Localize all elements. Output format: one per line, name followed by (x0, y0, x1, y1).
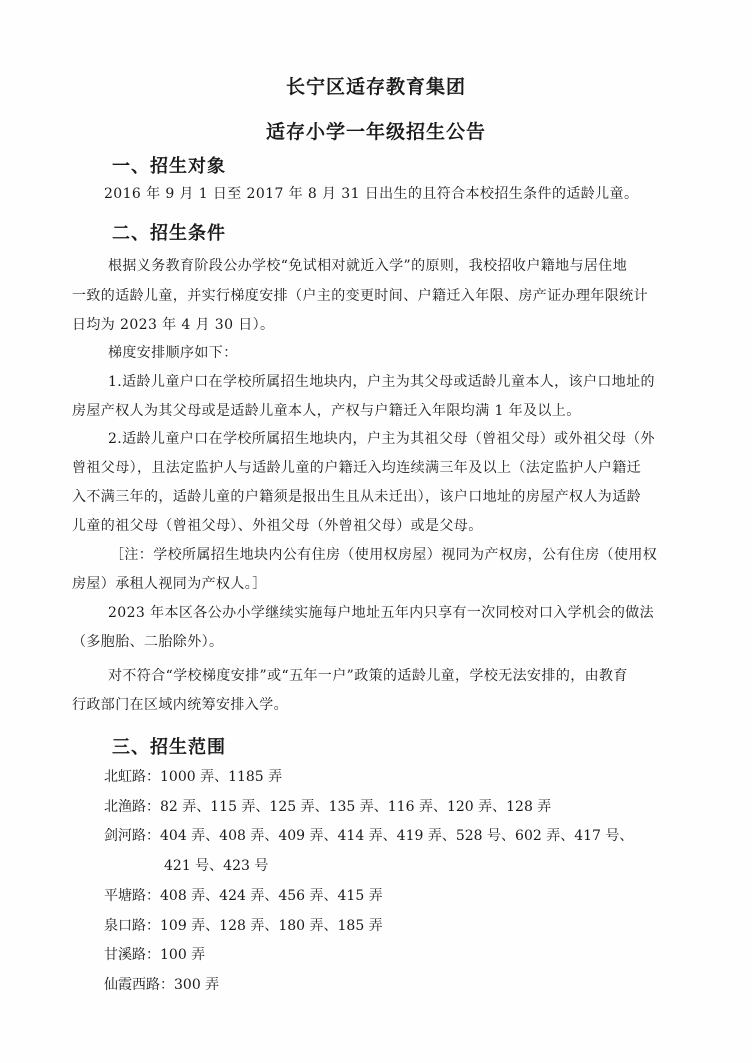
scope-row (104, 945, 205, 965)
section-heading-recruitment-conditions: 二、招生条件 (112, 223, 226, 244)
address-range: 100 弄 (160, 947, 206, 963)
paragraph-line: 日均为 2023 年 4 月 30 日）。 (72, 317, 275, 333)
section-heading-recruitment-scope: 三、招生范围 (112, 737, 226, 758)
address-range: 1000 弄、1185 弄 (160, 769, 283, 785)
paragraph-line: 对不符合“学校梯度安排”或“五年一户”政策的适龄儿童，学校无法安排的，由教育 (108, 668, 628, 684)
address-range: 404 弄、408 弄、409 弄、414 弄、419 弄、528 号、602 弄、417 号、 (160, 828, 634, 844)
road-name: 泉口路： (104, 918, 160, 934)
road-name: 北渔路： (104, 799, 160, 815)
road-name: 剑河路： (104, 828, 160, 844)
address-range: 109 弄、128 弄、180 弄、185 弄 (160, 918, 383, 934)
paragraph-line: 曾祖父母），且法定监护人与适龄儿童的户籍迁入均连续满三年及以上（法定监护人户籍迁 (72, 460, 641, 476)
scope-row-continuation (164, 856, 268, 876)
paragraph-line: 行政部门在区域内统筹安排入学。 (72, 697, 288, 713)
gradient-order-intro: 梯度安排顺序如下： (108, 345, 238, 361)
road-name: 甘溪路： (104, 947, 160, 963)
address-range: 408 弄、424 弄、456 弄、415 弄 (160, 888, 383, 904)
section-heading-recruitment-target: 一、招生对象 (112, 156, 226, 177)
document-subtitle: 适存小学一年级招生公告 (265, 121, 486, 143)
scope-row (104, 886, 383, 906)
address-range: 300 弄 (174, 977, 220, 993)
scope-row (104, 975, 219, 995)
paragraph-line: 儿童的祖父母（曾祖父母）、外祖父母（外曾祖父母）或是父母。 (72, 518, 483, 534)
paragraph-line: ［注：学校所属招生地块内公有住房（使用权房屋）视同为产权房，公有住房（使用权 (110, 547, 658, 563)
scope-row (104, 916, 383, 936)
road-name: 平塘路： (104, 888, 160, 904)
road-name: 北虹路： (104, 769, 160, 785)
address-range: 421 号、423 号 (164, 858, 269, 874)
paragraph-line: 入不满三年的，适龄儿童的户籍须是报出生且从未迁出），该户口地址的房屋产权人为适龄 (72, 489, 641, 505)
paragraph-line: 2.适龄儿童户口在学校所属招生地块内，户主为其祖父母（曾祖父母）或外祖父母（外 (108, 431, 655, 447)
scope-row (104, 797, 551, 817)
paragraph-line: 房屋）承租人视同为产权人。］ (72, 576, 267, 592)
road-name: 仙霞西路： (104, 977, 174, 993)
scope-row (104, 767, 282, 787)
recruitment-target-text: 2016 年 9 月 1 日至 2017 年 8 月 31 日出生的且符合本校招生条件的适龄儿童。 (104, 186, 639, 202)
paragraph-line: 1.适龄儿童户口在学校所属招生地块内，户主为其父母或适龄儿童本人，该户口地址的 (108, 374, 655, 390)
paragraph-line: 根据义务教育阶段公办学校“免试相对就近入学”的原则，我校招收户籍地与居住地 (108, 258, 628, 274)
document-title: 长宁区适存教育集团 (285, 76, 466, 98)
paragraph-line: 一致的适龄儿童，并实行梯度安排（户主的变更时间、户籍迁入年限、房产证办理年限统计 (72, 288, 648, 304)
paragraph-line: 房屋产权人为其父母或是适龄儿童本人，产权与户籍迁入年限均满 1 年及以上。 (72, 403, 581, 419)
address-range: 82 弄、115 弄、125 弄、135 弄、116 弄、120 弄、128 弄 (160, 799, 552, 815)
paragraph-line: （多胞胎、二胎除外）。 (72, 634, 224, 650)
paragraph-line: 2023 年本区各公办小学继续实施每户地址五年内只享有一次同校对口入学机会的做法 (108, 605, 655, 621)
scope-row (104, 826, 633, 846)
